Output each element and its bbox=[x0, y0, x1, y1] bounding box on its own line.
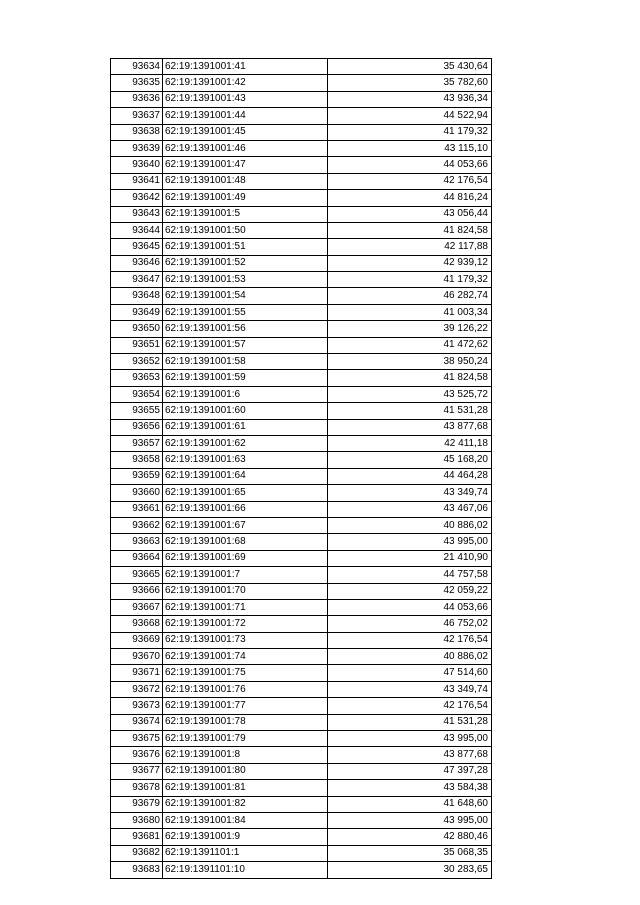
table-row bbox=[111, 157, 492, 173]
table-row bbox=[111, 714, 492, 730]
cadastral-value-cell: 41 003,34 bbox=[328, 304, 492, 320]
row-id-cell: 93679 bbox=[111, 796, 163, 812]
row-id-cell: 93661 bbox=[111, 501, 163, 517]
cadastral-number-cell: 62:19:1391001:9 bbox=[163, 829, 328, 845]
cadastral-number-cell: 62:19:1391001:55 bbox=[163, 304, 328, 320]
table-row bbox=[111, 845, 492, 861]
table-body bbox=[111, 59, 492, 879]
cadastral-value-cell: 43 877,68 bbox=[328, 747, 492, 763]
cadastral-number-cell: 62:19:1391001:6 bbox=[163, 386, 328, 402]
table-row bbox=[111, 239, 492, 255]
table-row bbox=[111, 485, 492, 501]
cadastral-number-cell: 62:19:1391001:70 bbox=[163, 583, 328, 599]
cadastral-number-cell: 62:19:1391001:76 bbox=[163, 681, 328, 697]
row-id-cell: 93653 bbox=[111, 370, 163, 386]
table-row bbox=[111, 321, 492, 337]
cadastral-value-cell: 40 886,02 bbox=[328, 517, 492, 533]
cadastral-number-cell: 62:19:1391001:50 bbox=[163, 222, 328, 238]
row-id-cell: 93674 bbox=[111, 714, 163, 730]
table-row bbox=[111, 583, 492, 599]
cadastral-number-cell: 62:19:1391001:53 bbox=[163, 272, 328, 288]
table-row bbox=[111, 862, 492, 878]
cadastral-value-cell: 41 179,32 bbox=[328, 124, 492, 140]
cadastral-number-cell: 62:19:1391001:48 bbox=[163, 173, 328, 189]
table-row bbox=[111, 698, 492, 714]
cadastral-number-cell: 62:19:1391001:5 bbox=[163, 206, 328, 222]
cadastral-value-cell: 41 648,60 bbox=[328, 796, 492, 812]
cadastral-number-cell: 62:19:1391001:60 bbox=[163, 403, 328, 419]
table-row bbox=[111, 419, 492, 435]
cadastral-number-cell: 62:19:1391001:56 bbox=[163, 321, 328, 337]
cadastral-number-cell: 62:19:1391001:71 bbox=[163, 599, 328, 615]
row-id-cell: 93644 bbox=[111, 222, 163, 238]
cadastral-value-cell: 43 349,74 bbox=[328, 681, 492, 697]
row-id-cell: 93657 bbox=[111, 435, 163, 451]
cadastral-number-cell: 62:19:1391001:66 bbox=[163, 501, 328, 517]
cadastral-value-cell: 43 467,06 bbox=[328, 501, 492, 517]
cadastral-value-cell: 41 179,32 bbox=[328, 272, 492, 288]
table-row bbox=[111, 747, 492, 763]
row-id-cell: 93654 bbox=[111, 386, 163, 402]
table-row bbox=[111, 534, 492, 550]
row-id-cell: 93678 bbox=[111, 780, 163, 796]
cadastral-value-cell: 44 522,94 bbox=[328, 108, 492, 124]
cadastral-value-cell: 42 176,54 bbox=[328, 632, 492, 648]
cadastral-value-cell: 42 939,12 bbox=[328, 255, 492, 271]
cadastral-value-cell: 43 525,72 bbox=[328, 386, 492, 402]
row-id-cell: 93650 bbox=[111, 321, 163, 337]
cadastral-number-cell: 62:19:1391001:79 bbox=[163, 731, 328, 747]
cadastral-number-cell: 62:19:1391001:69 bbox=[163, 550, 328, 566]
table-row bbox=[111, 75, 492, 91]
table-row bbox=[111, 272, 492, 288]
table-row bbox=[111, 386, 492, 402]
row-id-cell: 93645 bbox=[111, 239, 163, 255]
table-row bbox=[111, 468, 492, 484]
row-id-cell: 93671 bbox=[111, 665, 163, 681]
table-row bbox=[111, 354, 492, 370]
row-id-cell: 93635 bbox=[111, 75, 163, 91]
table-row bbox=[111, 501, 492, 517]
cadastral-number-cell: 62:19:1391001:68 bbox=[163, 534, 328, 550]
cadastral-number-cell: 62:19:1391001:77 bbox=[163, 698, 328, 714]
cadastral-number-cell: 62:19:1391001:72 bbox=[163, 616, 328, 632]
cadastral-number-cell: 62:19:1391001:61 bbox=[163, 419, 328, 435]
row-id-cell: 93675 bbox=[111, 731, 163, 747]
table-row bbox=[111, 649, 492, 665]
cadastral-number-cell: 62:19:1391001:73 bbox=[163, 632, 328, 648]
row-id-cell: 93647 bbox=[111, 272, 163, 288]
cadastral-value-cell: 40 886,02 bbox=[328, 649, 492, 665]
cadastral-value-cell: 41 531,28 bbox=[328, 714, 492, 730]
table-row bbox=[111, 731, 492, 747]
table-row bbox=[111, 452, 492, 468]
table-row bbox=[111, 370, 492, 386]
table-row bbox=[111, 140, 492, 156]
cadastral-number-cell: 62:19:1391101:1 bbox=[163, 845, 328, 861]
cadastral-value-cell: 47 397,28 bbox=[328, 763, 492, 779]
cadastral-value-cell: 41 472,62 bbox=[328, 337, 492, 353]
table-row bbox=[111, 763, 492, 779]
row-id-cell: 93641 bbox=[111, 173, 163, 189]
row-id-cell: 93662 bbox=[111, 517, 163, 533]
cadastral-number-cell: 62:19:1391001:63 bbox=[163, 452, 328, 468]
table-row bbox=[111, 206, 492, 222]
table-row bbox=[111, 190, 492, 206]
row-id-cell: 93666 bbox=[111, 583, 163, 599]
row-id-cell: 93673 bbox=[111, 698, 163, 714]
cadastral-value-cell: 43 995,00 bbox=[328, 812, 492, 828]
cadastral-value-cell: 43 936,34 bbox=[328, 91, 492, 107]
cadastral-number-cell: 62:19:1391001:64 bbox=[163, 468, 328, 484]
table-row bbox=[111, 403, 492, 419]
row-id-cell: 93677 bbox=[111, 763, 163, 779]
cadastral-number-cell: 62:19:1391001:65 bbox=[163, 485, 328, 501]
cadastral-number-cell: 62:19:1391001:62 bbox=[163, 435, 328, 451]
table-row bbox=[111, 173, 492, 189]
cadastral-value-cell: 46 282,74 bbox=[328, 288, 492, 304]
row-id-cell: 93656 bbox=[111, 419, 163, 435]
cadastral-value-cell: 42 880,46 bbox=[328, 829, 492, 845]
cadastral-value-cell: 43 995,00 bbox=[328, 534, 492, 550]
table-row bbox=[111, 435, 492, 451]
cadastral-value-cell: 44 053,66 bbox=[328, 599, 492, 615]
cadastral-value-cell: 42 176,54 bbox=[328, 173, 492, 189]
table-row bbox=[111, 91, 492, 107]
table-row bbox=[111, 665, 492, 681]
cadastral-number-cell: 62:19:1391001:82 bbox=[163, 796, 328, 812]
cadastral-number-cell: 62:19:1391001:49 bbox=[163, 190, 328, 206]
cadastral-number-cell: 62:19:1391001:74 bbox=[163, 649, 328, 665]
row-id-cell: 93652 bbox=[111, 354, 163, 370]
cadastral-value-cell: 44 757,58 bbox=[328, 567, 492, 583]
table-row bbox=[111, 517, 492, 533]
table-row bbox=[111, 616, 492, 632]
table-row bbox=[111, 288, 492, 304]
table-row bbox=[111, 632, 492, 648]
table-row bbox=[111, 124, 492, 140]
cadastral-value-cell: 21 410,90 bbox=[328, 550, 492, 566]
table-row bbox=[111, 222, 492, 238]
row-id-cell: 93663 bbox=[111, 534, 163, 550]
cadastral-value-cell: 43 877,68 bbox=[328, 419, 492, 435]
row-id-cell: 93658 bbox=[111, 452, 163, 468]
row-id-cell: 93682 bbox=[111, 845, 163, 861]
table-row bbox=[111, 780, 492, 796]
row-id-cell: 93637 bbox=[111, 108, 163, 124]
table-row bbox=[111, 812, 492, 828]
row-id-cell: 93648 bbox=[111, 288, 163, 304]
cadastral-number-cell: 62:19:1391001:84 bbox=[163, 812, 328, 828]
cadastral-value-table bbox=[110, 58, 492, 879]
cadastral-value-cell: 43 056,44 bbox=[328, 206, 492, 222]
cadastral-value-cell: 43 995,00 bbox=[328, 731, 492, 747]
cadastral-value-cell: 42 176,54 bbox=[328, 698, 492, 714]
table-row bbox=[111, 599, 492, 615]
cadastral-value-cell: 47 514,60 bbox=[328, 665, 492, 681]
row-id-cell: 93640 bbox=[111, 157, 163, 173]
cadastral-number-cell: 62:19:1391001:80 bbox=[163, 763, 328, 779]
row-id-cell: 93672 bbox=[111, 681, 163, 697]
cadastral-value-cell: 41 824,58 bbox=[328, 222, 492, 238]
cadastral-number-cell: 62:19:1391101:10 bbox=[163, 862, 328, 878]
cadastral-value-cell: 43 115,10 bbox=[328, 140, 492, 156]
row-id-cell: 93681 bbox=[111, 829, 163, 845]
cadastral-value-cell: 39 126,22 bbox=[328, 321, 492, 337]
cadastral-value-cell: 43 584,38 bbox=[328, 780, 492, 796]
cadastral-number-cell: 62:19:1391001:45 bbox=[163, 124, 328, 140]
row-id-cell: 93667 bbox=[111, 599, 163, 615]
row-id-cell: 93683 bbox=[111, 862, 163, 878]
cadastral-number-cell: 62:19:1391001:52 bbox=[163, 255, 328, 271]
cadastral-value-cell: 30 283,65 bbox=[328, 862, 492, 878]
row-id-cell: 93639 bbox=[111, 140, 163, 156]
cadastral-number-cell: 62:19:1391001:51 bbox=[163, 239, 328, 255]
table-row bbox=[111, 108, 492, 124]
cadastral-value-cell: 42 411,18 bbox=[328, 435, 492, 451]
row-id-cell: 93680 bbox=[111, 812, 163, 828]
row-id-cell: 93643 bbox=[111, 206, 163, 222]
cadastral-number-cell: 62:19:1391001:57 bbox=[163, 337, 328, 353]
cadastral-value-cell: 35 782,60 bbox=[328, 75, 492, 91]
cadastral-value-cell: 44 464,28 bbox=[328, 468, 492, 484]
cadastral-number-cell: 62:19:1391001:59 bbox=[163, 370, 328, 386]
cadastral-value-cell: 44 053,66 bbox=[328, 157, 492, 173]
row-id-cell: 93649 bbox=[111, 304, 163, 320]
row-id-cell: 93642 bbox=[111, 190, 163, 206]
row-id-cell: 93665 bbox=[111, 567, 163, 583]
row-id-cell: 93660 bbox=[111, 485, 163, 501]
cadastral-number-cell: 62:19:1391001:44 bbox=[163, 108, 328, 124]
table-row bbox=[111, 550, 492, 566]
cadastral-number-cell: 62:19:1391001:7 bbox=[163, 567, 328, 583]
table-row bbox=[111, 304, 492, 320]
cadastral-number-cell: 62:19:1391001:47 bbox=[163, 157, 328, 173]
row-id-cell: 93646 bbox=[111, 255, 163, 271]
cadastral-number-cell: 62:19:1391001:42 bbox=[163, 75, 328, 91]
row-id-cell: 93668 bbox=[111, 616, 163, 632]
cadastral-value-cell: 38 950,24 bbox=[328, 354, 492, 370]
cadastral-number-cell: 62:19:1391001:54 bbox=[163, 288, 328, 304]
row-id-cell: 93651 bbox=[111, 337, 163, 353]
cadastral-value-cell: 41 824,58 bbox=[328, 370, 492, 386]
cadastral-number-cell: 62:19:1391001:41 bbox=[163, 59, 328, 75]
cadastral-value-cell: 42 059,22 bbox=[328, 583, 492, 599]
cadastral-number-cell: 62:19:1391001:46 bbox=[163, 140, 328, 156]
table-row bbox=[111, 829, 492, 845]
table-row bbox=[111, 796, 492, 812]
cadastral-number-cell: 62:19:1391001:8 bbox=[163, 747, 328, 763]
row-id-cell: 93659 bbox=[111, 468, 163, 484]
table-row bbox=[111, 567, 492, 583]
table-row bbox=[111, 59, 492, 75]
cadastral-value-cell: 44 816,24 bbox=[328, 190, 492, 206]
row-id-cell: 93676 bbox=[111, 747, 163, 763]
cadastral-value-cell: 42 117,88 bbox=[328, 239, 492, 255]
row-id-cell: 93634 bbox=[111, 59, 163, 75]
cadastral-number-cell: 62:19:1391001:43 bbox=[163, 91, 328, 107]
row-id-cell: 93655 bbox=[111, 403, 163, 419]
table-row bbox=[111, 255, 492, 271]
row-id-cell: 93638 bbox=[111, 124, 163, 140]
table-row bbox=[111, 337, 492, 353]
row-id-cell: 93664 bbox=[111, 550, 163, 566]
table-row bbox=[111, 681, 492, 697]
cadastral-number-cell: 62:19:1391001:58 bbox=[163, 354, 328, 370]
row-id-cell: 93636 bbox=[111, 91, 163, 107]
cadastral-number-cell: 62:19:1391001:75 bbox=[163, 665, 328, 681]
cadastral-number-cell: 62:19:1391001:78 bbox=[163, 714, 328, 730]
cadastral-value-cell: 41 531,28 bbox=[328, 403, 492, 419]
cadastral-number-cell: 62:19:1391001:81 bbox=[163, 780, 328, 796]
cadastral-value-cell: 35 430,64 bbox=[328, 59, 492, 75]
cadastral-value-cell: 43 349,74 bbox=[328, 485, 492, 501]
cadastral-value-cell: 45 168,20 bbox=[328, 452, 492, 468]
cadastral-value-cell: 35 068,35 bbox=[328, 845, 492, 861]
cadastral-number-cell: 62:19:1391001:67 bbox=[163, 517, 328, 533]
row-id-cell: 93669 bbox=[111, 632, 163, 648]
cadastral-value-cell: 46 752,02 bbox=[328, 616, 492, 632]
row-id-cell: 93670 bbox=[111, 649, 163, 665]
